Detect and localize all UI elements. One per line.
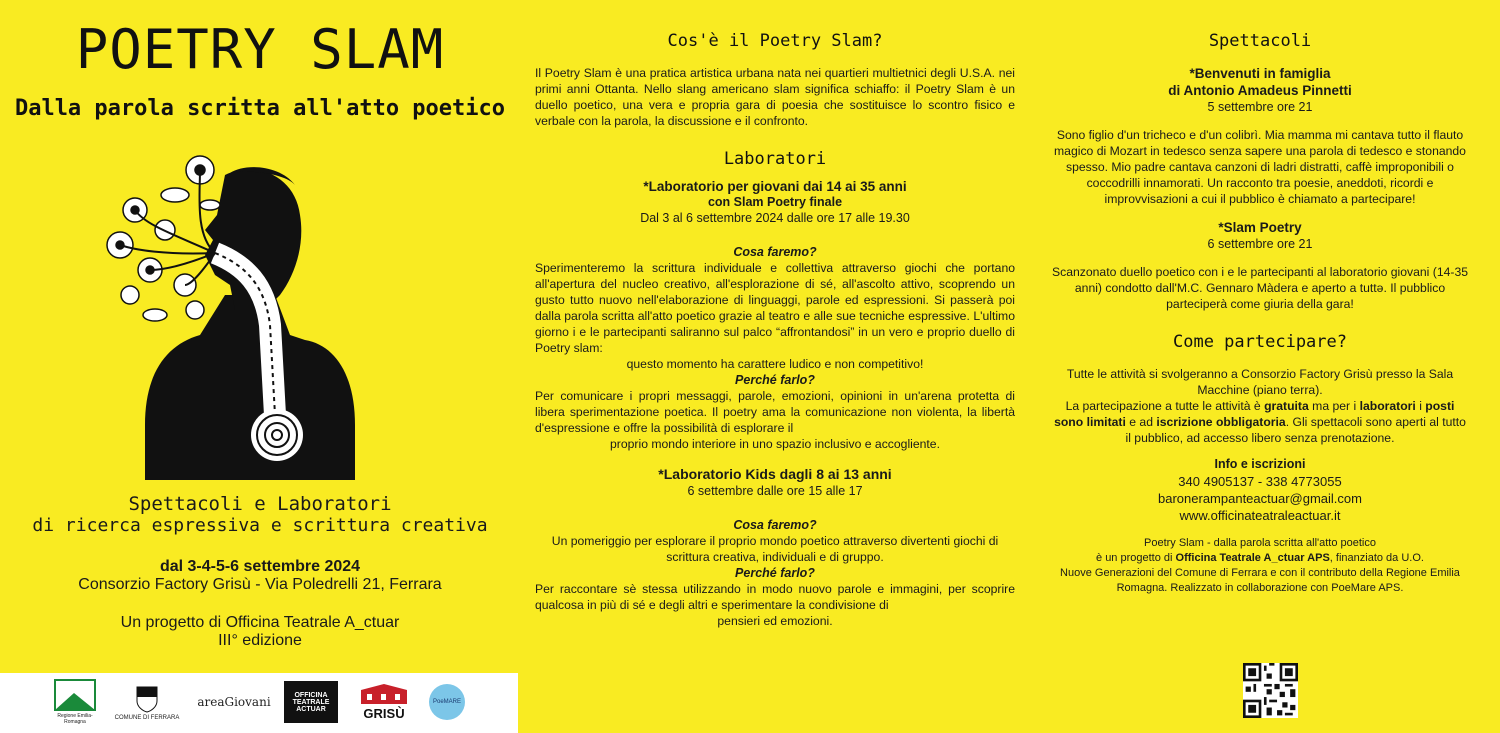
join-g: e ad — [1125, 415, 1157, 429]
regione-logo — [52, 679, 98, 725]
lab2-question-1: Cosa faremo? — [733, 518, 817, 532]
show2-when: 6 settembre ore 21 — [1207, 237, 1313, 251]
areagiovani-logo: areaGiovani — [197, 695, 271, 709]
what-title: Cos'è il Poetry Slam? — [667, 31, 883, 51]
join-h: iscrizione obbligatoria — [1156, 415, 1286, 429]
show1-title: *Benvenuti in famiglia — [1189, 66, 1331, 81]
phones: 340 4905137 - 338 4773055 — [1178, 474, 1342, 489]
comune-label: COMUNE DI FERRARA — [114, 715, 180, 721]
lab2-answer-2-end: pensieri ed emozioni. — [717, 614, 833, 628]
left-headings — [0, 493, 520, 536]
poster-title: POETRY SLAM — [75, 18, 445, 81]
middle-panel — [535, 0, 1015, 629]
poet-illustration — [105, 135, 365, 480]
credit-2b: Officina Teatrale A_ctuar APS — [1175, 552, 1330, 564]
credit-line-2 — [1050, 551, 1470, 566]
project-prefix: Un progetto di — [120, 614, 226, 631]
join-d: laboratori — [1359, 399, 1416, 413]
lab2-when: 6 settembre dalle ore 15 alle 17 — [687, 484, 863, 498]
right-panel — [1050, 0, 1470, 596]
left-heading-2: di ricerca espressiva e scrittura creativa — [32, 515, 488, 536]
website-link[interactable]: www.officinateatraleactuar.it — [1179, 508, 1341, 523]
shows-title: Spettacoli — [1208, 31, 1312, 51]
lab1-when: Dal 3 al 6 settembre 2024 dalle ore 17 alle 19.30 — [640, 211, 910, 225]
lab1-subtitle: con Slam Poetry finale — [707, 195, 843, 209]
lab1-answer-1: Sperimenteremo la scrittura individuale e collettiva attraverso giochi che portano all'apertura del nucleo creativo, all'esplorazione di sé, all'ascolto attivo, scoprendo un gusto tutto nuovo nell'elaborazione di linguaggi, parole ed espressioni. Si passerà poi dalla parola scritta all'atto poetico grazie al teatro e alle sue tecniche espressive. L'ultimo giorno i e le partecipanti saliranno sul palco “affrontandosi” in un vero e proprio duello di Poetry slam: — [535, 261, 1015, 355]
join-title: Come partecipare? — [1173, 332, 1347, 352]
show2-text-a: Scanzonato duello poetico con i e le partecipanti al laboratorio giovani (14-35 anni) condotto dall'M.C. — [1052, 265, 1468, 295]
join-e: i — [1415, 399, 1426, 413]
poemare-label: PoeMARE — [429, 684, 465, 720]
grisu-logo — [356, 679, 412, 725]
show2-text — [1050, 264, 1470, 312]
edition: III° edizione — [218, 632, 302, 649]
lab1-answer-1-end: questo momento ha carattere ludico e non competitivo! — [626, 357, 924, 371]
event-place: Consorzio Factory Grisù - Via Poledrelli 21, Ferrara — [78, 576, 442, 593]
sponsor-logos — [0, 673, 518, 733]
lab1-answer-2-end: proprio mondo interiore in uno spazio inclusivo e accogliente. — [610, 437, 940, 451]
comune-logo — [112, 679, 182, 725]
project-name: Officina Teatrale A_ctuar — [225, 614, 400, 631]
lab2-title: *Laboratorio Kids dagli 8 ai 13 anni — [658, 466, 892, 482]
join-b: gratuita — [1264, 399, 1309, 413]
show1-when: 5 settembre ore 21 — [1207, 100, 1313, 114]
left-project — [0, 614, 520, 650]
info-title: Info e iscrizioni — [1214, 457, 1306, 471]
poster-subtitle: Dalla parola scritta all'atto poetico — [14, 96, 506, 121]
left-event-info — [0, 558, 520, 594]
join-a: La partecipazione a tutte le attività è — [1065, 399, 1265, 413]
lab1-question-2: Perché farlo? — [735, 373, 815, 387]
join-c: ma per i — [1308, 399, 1360, 413]
credit-2a: è un progetto di — [1096, 552, 1176, 564]
project-line — [0, 614, 520, 632]
left-heading-1: Spettacoli e Laboratori — [128, 493, 392, 515]
lab2-answer-1: Un pomeriggio per esplorare il proprio mondo poetico attraverso divertenti giochi di scrittura creativa, individuali e di gruppo. — [551, 534, 999, 564]
what-text: Il Poetry Slam è una pratica artistica urbana nata nei quartieri multietnici degli U.S.A. nei primi anni Ottanta. Nello slang americano slam significa schiaffo: il Poetry Slam è un duello poetico, una vera e propria gara di poesia che sostituisce lo scontro fisico e verbale con la parola, la discussione e il confronto. — [535, 66, 1015, 128]
lab1-question-1: Cosa faremo? — [733, 245, 817, 259]
show2-text-b: Gennaro Màdera — [1205, 281, 1299, 295]
show2-text-c: e aperto a tuttə. Il pubblico parteciperà come giuria della gara! — [1166, 281, 1446, 311]
show1-author: di Antonio Amadeus Pinnetti — [1168, 83, 1352, 98]
lab1-title: *Laboratorio per giovani dai 14 ai 35 anni — [643, 179, 907, 194]
join-f: posti sono limitati — [1054, 399, 1455, 429]
show1-text: Sono figlio d'un tricheco e d'un colibrì. Mia mamma mi cantava tutto il flauto magico di Mozart in tedesco senza sapere una parola di tedesco e stonando spesso. Mio padre cantava canzoni di ladri distratti, caffè improponibili o coccodrilli innamorati. Un racconto tra poesie, aneddoti, ricordi e improvvisazioni a cui il pubblico è chiamato a partecipare! — [1054, 128, 1466, 206]
officina-logo: OFFICINA TEATRALE ACTUAR — [284, 681, 338, 723]
join-text-2 — [1050, 398, 1470, 446]
lab1-answer-2: Per comunicare i propri messaggi, parole, emozioni, opinioni in un'arena protetta di libera sperimentazione poetica. Il poetry ama la comunicazione non violenta, la libertà d'espressione e offre la possibilità di esplorare il — [535, 389, 1015, 435]
credit-line-3: Nuove Generazioni del Comune di Ferrara e con il contributo della Regione Emilia Romagna. Realizzato in collaborazione con PoeMare APS. — [1060, 567, 1460, 594]
credit-line-1: Poetry Slam - dalla parola scritta all'atto poetico — [1144, 537, 1376, 549]
grisu-label: GRISÙ — [363, 705, 405, 721]
join-i: . Gli spettacoli sono aperti al tutto il pubblico, ad accesso libero senza prenotazione. — [1125, 415, 1466, 445]
email-link[interactable]: baronerampanteactuar@gmail.com — [1158, 491, 1362, 506]
lab-title: Laboratori — [723, 149, 827, 169]
show2-title: *Slam Poetry — [1218, 220, 1302, 235]
lab2-question-2: Perché farlo? — [735, 566, 815, 580]
lab2-answer-2: Per raccontare sè stessa utilizzando in modo nuovo parole e immagini, per scoprire qualcosa in più di sé e degli altri e sperimentare la condivisione di — [535, 582, 1015, 612]
credit-2c: , finanziato da U.O. — [1329, 552, 1424, 564]
event-dates: dal 3-4-5-6 settembre 2024 — [159, 558, 361, 575]
left-panel — [0, 0, 520, 733]
join-text-1: Tutte le attività si svolgeranno a Consorzio Factory Grisù presso la Sala Macchine (piano terra). — [1066, 367, 1454, 397]
qr-code[interactable] — [1243, 663, 1298, 718]
regione-label: Regione Emilia-Romagna — [57, 713, 93, 725]
poemare-logo — [428, 679, 466, 725]
